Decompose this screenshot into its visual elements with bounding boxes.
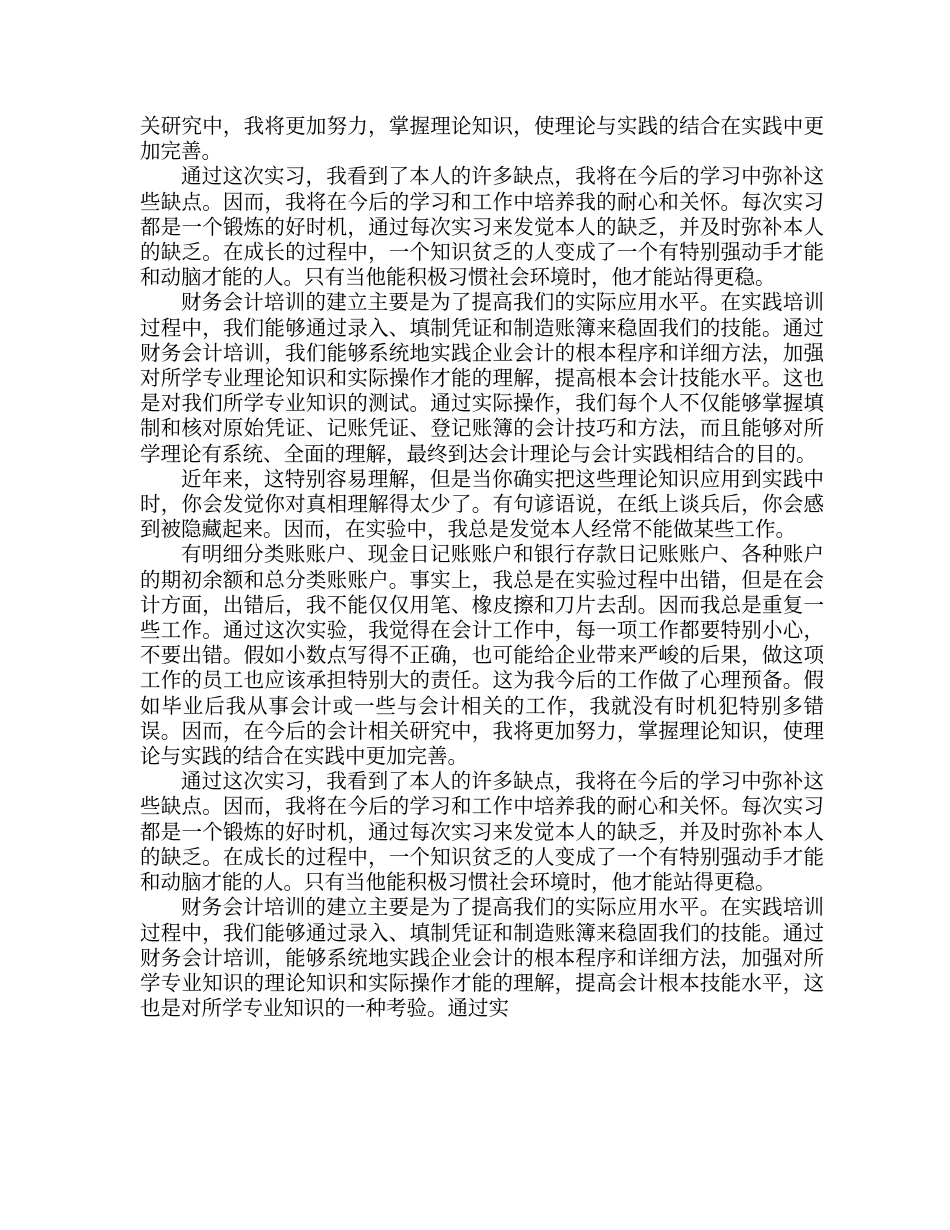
- paragraph-accounting-training: 财务会计培训的建立主要是为了提高我们的实际应用水平。在实践培训过程中，我们能够通过录入、填制凭证和制造账簿来稳固我们的技能。通过财务会计培训，我们能够系统地实践企业会计的根本程序和详细方法，加强对所学专业理论知识和实际操作才能的理解，提高根本会计技能水平。这也是对我们所学专业知识的测试。通过实际操作，我们每个人不仅能够掌握填制和核对原始凭证、记账凭证、登记账簿的会计技巧和方法，而且能够对所学理论有系统、全面的理解，最终到达会计理论与会计实践相结合的目的。: [140, 290, 824, 466]
- paragraph-ledger-accounts: 有明细分类账账户、现金日记账账户和银行存款日记账账户、各种账户的期初余额和总分类账账户。事实上，我总是在实验过程中出错，但是在会计方面，出错后，我不能仅仅用笔、橡皮擦和刀片去刮。因而我总是重复一些工作。通过这次实验，我觉得在会计工作中，每一项工作都要特别小心，不要出错。假如小数点写得不正确，也可能给企业带来严峻的后果，做这项工作的员工也应该承担特别大的责任。这为我今后的工作做了心理预备。假如毕业后我从事会计或一些与会计相关的工作，我就没有时机犯特别多错误。因而，在今后的会计相关研究中，我将更加努力，掌握理论知识，使理论与实践的结合在实践中更加完善。: [140, 542, 824, 769]
- paragraph-continuation: 关研究中，我将更加努力，掌握理论知识，使理论与实践的结合在实践中更加完善。: [140, 114, 824, 164]
- paragraph-internship-shortcomings: 通过这次实习，我看到了本人的许多缺点，我将在今后的学习中弥补这些缺点。因而，我将在今后的学习和工作中培养我的耐心和关怀。每次实习都是一个锻炼的好时机，通过每次实习来发觉本人的缺乏，并及时弥补本人的缺乏。在成长的过程中，一个知识贫乏的人变成了一个有特别强动手才能和动脑才能的人。只有当他能积极习惯社会环境时，他才能站得更稳。: [140, 164, 824, 290]
- document-body: [140, 114, 824, 1021]
- paragraph-internship-shortcomings-repeat: 通过这次实习，我看到了本人的许多缺点，我将在今后的学习中弥补这些缺点。因而，我将在今后的学习和工作中培养我的耐心和关怀。每次实习都是一个锻炼的好时机，通过每次实习来发觉本人的缺乏，并及时弥补本人的缺乏。在成长的过程中，一个知识贫乏的人变成了一个有特别强动手才能和动脑才能的人。只有当他能积极习惯社会环境时，他才能站得更稳。: [140, 769, 824, 895]
- paragraph-theory-practice: 近年来，这特别容易理解，但是当你确实把这些理论知识应用到实践中时，你会发觉你对真相理解得太少了。有句谚语说，在纸上谈兵后，你会感到被隐藏起来。因而，在实验中，我总是发觉本人经常不能做某些工作。: [140, 466, 824, 542]
- paragraph-accounting-training-repeat: 财务会计培训的建立主要是为了提高我们的实际应用水平。在实践培训过程中，我们能够通过录入、填制凭证和制造账簿来稳固我们的技能。通过财务会计培训，能够系统地实践企业会计的根本程序和详细方法，加强对所学专业知识的理论知识和实际操作才能的理解，提高会计根本技能水平，这也是对所学专业知识的一种考验。通过实: [140, 895, 824, 1021]
